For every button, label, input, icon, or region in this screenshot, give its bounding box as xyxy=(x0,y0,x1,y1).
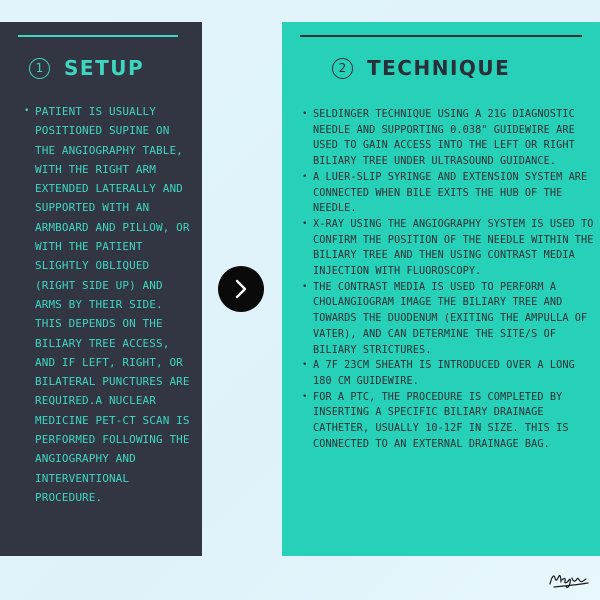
technique-item: • X-RAY USING THE ANGIOGRAPHY SYSTEM IS USED TO CONFIRM THE POSITION OF THE NEEDLE WITHIN THE BILIARY TREE AND THEN USING CONTRAST MEDIA INJECTION WITH FLUOROSCOPY. xyxy=(302,217,594,280)
technique-item: • A LUER-SLIP SYRINGE AND EXTENSION SYSTEM ARE CONNECTED WHEN BILE EXITS THE HUB OF THE NEEDLE. xyxy=(302,170,594,217)
technique-item: • FOR A PTC, THE PROCEDURE IS COMPLETED BY INSERTING A SPECIFIC BILIARY DRAINAGE CATHETER, USUALLY 10-12F IN SIZE. THIS IS CONNECTED TO AN EXTERNAL DRAINAGE BAG. xyxy=(302,390,594,453)
technique-heading xyxy=(332,56,510,80)
setup-item: • PATIENT IS USUALLY POSITIONED SUPINE ON THE ANGIOGRAPHY TABLE, WITH THE RIGHT ARM EXTENDED LATERALLY AND SUPPORTED WITH AN ARMBOARD AND PILLOW, OR WITH THE PATIENT SLIGHTLY OBLIQUED (RIGHT SIDE UP) AND ARMS BY THEIR SIDE. THIS DEPENDS ON THE BILIARY TREE ACCESS, AND IF LEFT, RIGHT, OR BILATERAL PUNCTURES ARE REQUIRED.A NUCLEAR MEDICINE PET-CT SCAN IS PERFORMED FOLLOWING THE ANGIOGRAPHY AND INTERVENTIONAL PROCEDURE. xyxy=(24,102,194,507)
setup-heading xyxy=(29,56,144,80)
technique-panel xyxy=(282,22,600,556)
setup-title: SETUP xyxy=(64,56,145,80)
technique-item: • SELDINGER TECHNIQUE USING A 21G DIAGNOSTIC NEEDLE AND SUPPORTING 0.038" GUIDEWIRE ARE USED TO GAIN ACCESS INTO THE LEFT OR RIGHT BILIARY TREE UNDER ULTRASOUND GUIDANCE. xyxy=(302,107,594,170)
technique-title: TECHNIQUE xyxy=(367,56,511,80)
next-button[interactable] xyxy=(218,266,264,312)
technique-item: • A 7F 23CM SHEATH IS INTRODUCED OVER A LONG 180 CM GUIDEWIRE. xyxy=(302,358,594,389)
chevron-right-icon xyxy=(230,278,252,300)
technique-item: • THE CONTRAST MEDIA IS USED TO PERFORM A CHOLANGIOGRAM IMAGE THE BILIARY TREE AND TOWARDS THE DUODENUM (EXITING THE AMPULLA OF VATER), AND CAN DETERMINE THE SITE/S OF BILIARY STRICTURES. xyxy=(302,280,594,359)
technique-list xyxy=(302,107,594,452)
setup-panel xyxy=(0,22,202,556)
setup-number-badge: 1 xyxy=(29,58,50,79)
signature-icon xyxy=(548,568,592,592)
technique-top-rule xyxy=(300,35,582,37)
setup-top-rule xyxy=(18,35,178,37)
technique-number-badge: 2 xyxy=(332,58,353,79)
setup-list xyxy=(24,102,194,507)
